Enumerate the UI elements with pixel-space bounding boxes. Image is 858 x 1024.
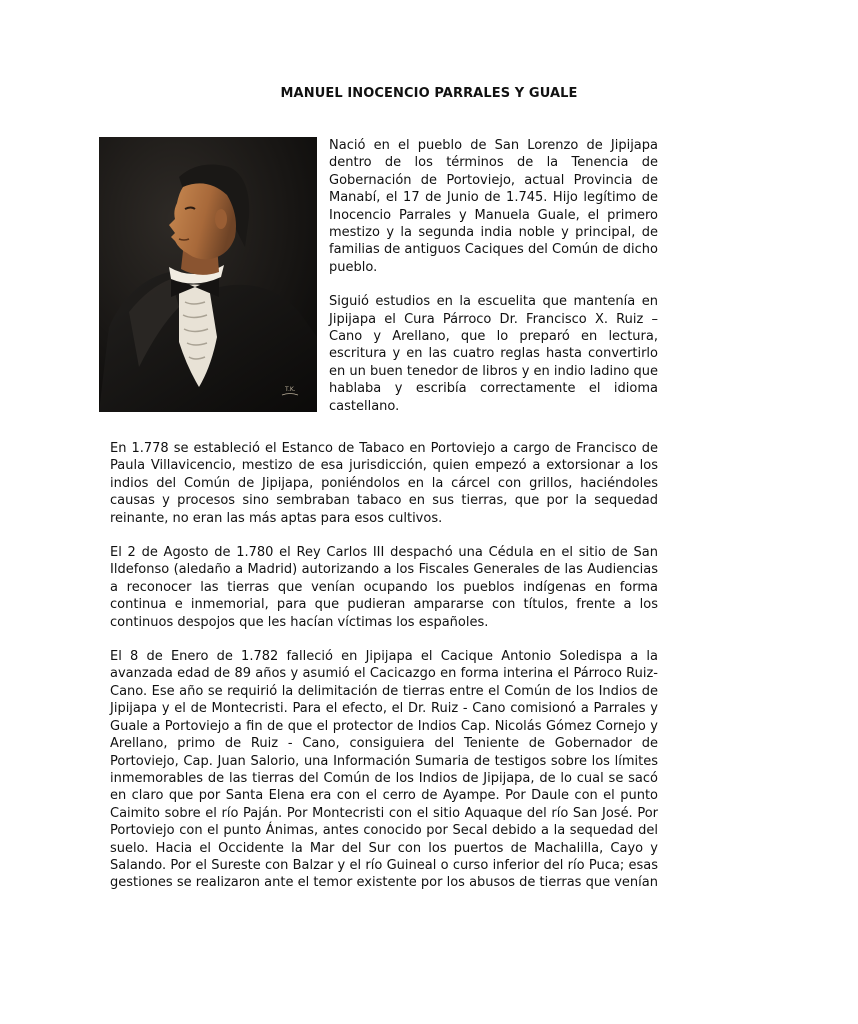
side-paragraph-2: Siguió estudios en la escuelita que mantenía en Jipijapa el Cura Párroco Dr. Francisco X. Ruiz – Cano y Arellano, que lo preparó en lectura, escritura y en las cuatro reglas hasta convertirlo en un buen tenedor de libros y en indio ladino que hablaba y escribía correctamente el idioma castellano. bbox=[329, 294, 658, 414]
document-title: MANUEL INOCENCIO PARRALES Y GUALE bbox=[280, 86, 578, 101]
body-paragraph-1: En 1.778 se estableció el Estanco de Tabaco en Portoviejo a cargo de Francisco de Paula Villavicencio, mestizo de esa jurisdicción, quien empezó a extorsionar a los indios del Común de Jipijapa, poniéndolos en la cárcel con grillos, haciéndoles causas y procesos sino sembraban tabaco en sus tierras, que por la sequedad reinante, no eran las más aptas para esos cultivos. bbox=[110, 441, 658, 526]
body-paragraph-2: El 2 de Agosto de 1.780 el Rey Carlos III despachó una Cédula en el sitio de San Ildefonso (aledaño a Madrid) autorizando a los Fiscales Generales de las Audiencias a reconocer las tierras que venían ocupando los pueblos indígenas en forma continua e inmemorial, para que pudieran ampararse con títulos, frente a los continuos despojos que les hacían víctimas los españoles. bbox=[110, 545, 658, 630]
body-text bbox=[110, 440, 658, 889]
portrait-signature: T.K. bbox=[285, 386, 296, 393]
portrait-painting bbox=[99, 137, 317, 412]
side-text-column bbox=[329, 137, 658, 432]
body-paragraph-3: El 8 de Enero de 1.782 falleció en Jipijapa el Cacique Antonio Soledispa a la avanzada edad de 89 años y asumió el Cacicazgo en forma interina el Párroco Ruiz-Cano. Ese año se requirió la delimitación de tierras entre el Común de los Indios de Jipijapa y el de Montecristi. Para el efecto, el Dr. Ruiz - Cano comisionó a Parrales y Guale a Portoviejo a fin de que el protector de Indios Cap. Nicolás Gómez Cornejo y Arellano, primo de Ruiz - Cano, consiguiera del Teniente de Gobernador de Portoviejo, Cap. Juan Salorio, una Información Sumaria de testigos sobre los límites inmemorables de las tierras del Común de los Indios de Jipijapa, de lo cual se sacó en claro que por Santa Elena era con el cerro de Ayampe. Por Daule con el punto Caimito sobre el río Paján. Por Montecristi con el sitio Aquaque del río San José. Por Portoviejo con el punto Ánimas, antes conocido por Secal debido a la sequedad del suelo. Hacia el Occidente la Mar del Sur con los puertos de Machalilla, Cayo y Salando. Por el Sureste con Balzar y el río Guineal o curso inferior del río Puca; esas gestiones se realizaron ante el temor existente por los abusos de tierras que venían bbox=[110, 649, 658, 891]
side-paragraph-1: Nació en el pueblo de San Lorenzo de Jipijapa dentro de los términos de la Tenencia de Gobernación de Portoviejo, actual Provincia de Manabí, el 17 de Junio de 1.745. Hijo legítimo de Inocencio Parrales y Manuela Guale, el primero mestizo y la segunda india noble y principal, de familias de antiguos Caciques del Común de dicho pueblo. bbox=[329, 138, 658, 275]
